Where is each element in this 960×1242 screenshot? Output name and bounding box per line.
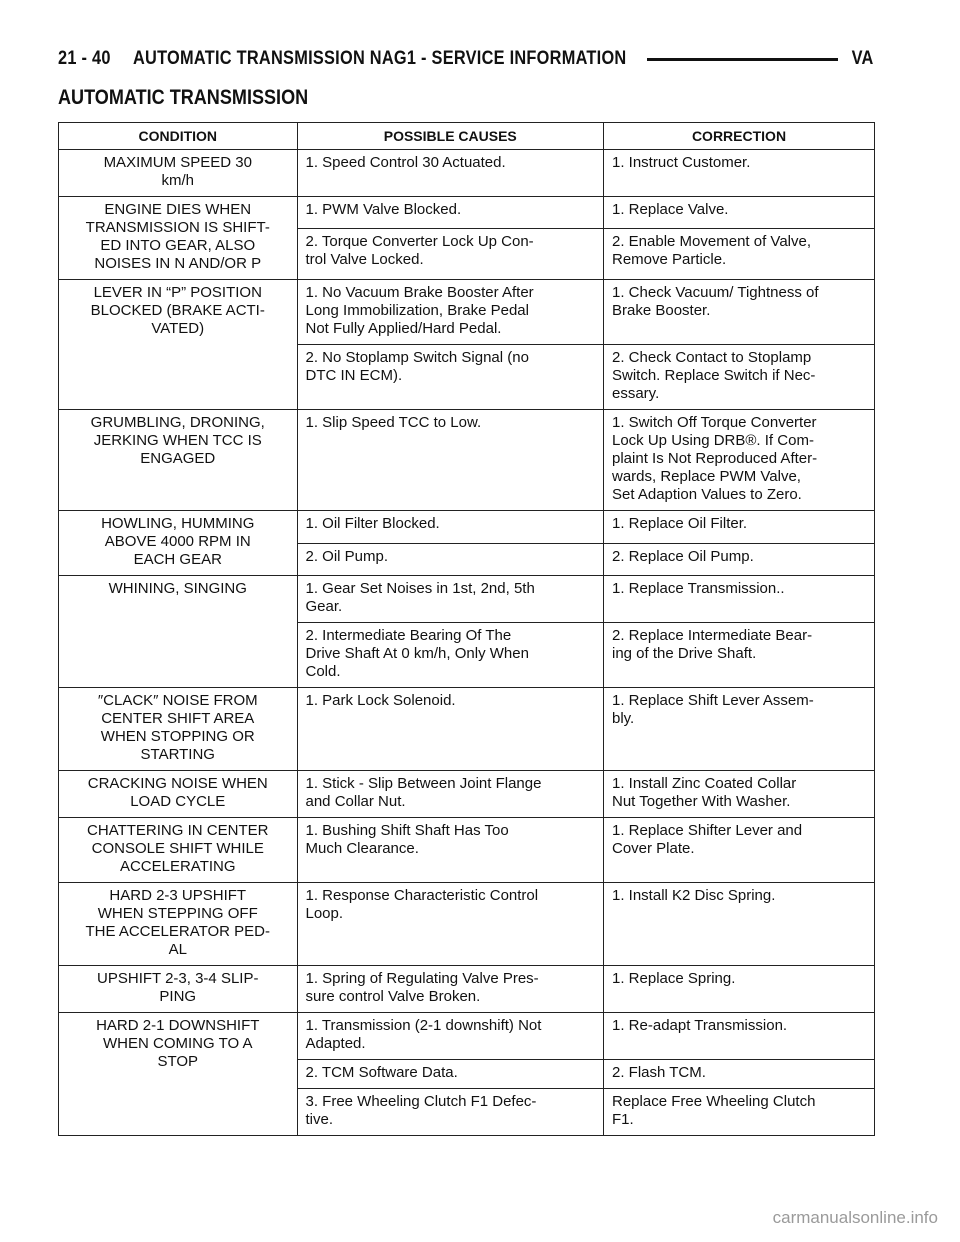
correction-cell: 1. Replace Oil Filter. [604, 511, 875, 544]
possible-cause-cell: 1. Response Characteristic Control Loop. [297, 883, 604, 966]
possible-cause-cell: 1. No Vacuum Brake Booster After Long Immobilization, Brake Pedal Not Fully Applied/Hard Pedal. [297, 280, 604, 345]
possible-cause-cell: 1. Park Lock Solenoid. [297, 688, 604, 771]
page-number: 21 - 40 [58, 48, 111, 69]
page-header [58, 44, 874, 74]
correction-cell: 1. Replace Transmission.. [604, 576, 875, 623]
possible-cause-cell: 2. Oil Pump. [297, 543, 604, 576]
condition-cell: LEVER IN “P” POSITION BLOCKED (BRAKE ACTI- VATED) [59, 280, 298, 410]
correction-cell: 1. Switch Off Torque Converter Lock Up Using DRB®. If Com- plaint Is Not Reproduced After- wards, Replace PWM Valve, Set Adaption Values to Zero. [604, 410, 875, 511]
condition-cell: CRACKING NOISE WHEN LOAD CYCLE [59, 771, 298, 818]
condition-cell: UPSHIFT 2-3, 3-4 SLIP- PING [59, 966, 298, 1013]
table-row [59, 511, 875, 544]
correction-cell: 2. Check Contact to Stoplamp Switch. Replace Switch if Nec- essary. [604, 345, 875, 410]
column-header-correction: CORRECTION [604, 123, 875, 150]
condition-cell: WHINING, SINGING [59, 576, 298, 688]
possible-cause-cell: 2. No Stoplamp Switch Signal (no DTC IN ECM). [297, 345, 604, 410]
correction-cell: 2. Enable Movement of Valve, Remove Particle. [604, 228, 875, 279]
column-header-causes: POSSIBLE CAUSES [297, 123, 604, 150]
possible-cause-cell: 1. Bushing Shift Shaft Has Too Much Clearance. [297, 818, 604, 883]
table-row [59, 771, 875, 818]
condition-cell: ENGINE DIES WHEN TRANSMISSION IS SHIFT- ED INTO GEAR, ALSO NOISES IN N AND/OR P [59, 197, 298, 280]
correction-cell: 1. Replace Shifter Lever and Cover Plate. [604, 818, 875, 883]
table-row [59, 280, 875, 345]
correction-cell: 2. Replace Oil Pump. [604, 543, 875, 576]
table-row [59, 688, 875, 771]
table-row [59, 883, 875, 966]
section-title: AUTOMATIC TRANSMISSION [58, 86, 309, 109]
table-row [59, 576, 875, 623]
condition-cell: HOWLING, HUMMING ABOVE 4000 RPM IN EACH GEAR [59, 511, 298, 576]
table-row [59, 410, 875, 511]
table-row [59, 1013, 875, 1060]
correction-cell: 1. Replace Spring. [604, 966, 875, 1013]
possible-cause-cell: 1. Transmission (2-1 downshift) Not Adapted. [297, 1013, 604, 1060]
possible-cause-cell: 3. Free Wheeling Clutch F1 Defec- tive. [297, 1089, 604, 1136]
table-header [59, 123, 875, 150]
possible-cause-cell: 1. Spring of Regulating Valve Pres- sure control Valve Broken. [297, 966, 604, 1013]
condition-cell: GRUMBLING, DRONING, JERKING WHEN TCC IS ENGAGED [59, 410, 298, 511]
condition-cell: HARD 2-3 UPSHIFT WHEN STEPPING OFF THE ACCELERATOR PED- AL [59, 883, 298, 966]
correction-cell: 1. Instruct Customer. [604, 150, 875, 197]
header-rule [647, 58, 838, 61]
vehicle-code: VA [851, 48, 874, 69]
table-body [59, 150, 875, 1136]
table-row [59, 197, 875, 229]
correction-cell: 2. Flash TCM. [604, 1060, 875, 1089]
table-header-row [59, 123, 875, 150]
correction-cell: 1. Install K2 Disc Spring. [604, 883, 875, 966]
table-row [59, 818, 875, 883]
possible-cause-cell: 1. Stick - Slip Between Joint Flange and Collar Nut. [297, 771, 604, 818]
possible-cause-cell: 1. Speed Control 30 Actuated. [297, 150, 604, 197]
watermark: carmanualsonline.info [772, 1208, 938, 1227]
correction-cell: Replace Free Wheeling Clutch F1. [604, 1089, 875, 1136]
possible-cause-cell: 1. Slip Speed TCC to Low. [297, 410, 604, 511]
header-title: AUTOMATIC TRANSMISSION NAG1 - SERVICE INFORMATION [133, 48, 627, 69]
possible-cause-cell: 1. Oil Filter Blocked. [297, 511, 604, 544]
possible-cause-cell: 2. TCM Software Data. [297, 1060, 604, 1089]
correction-cell: 2. Replace Intermediate Bear- ing of the Drive Shaft. [604, 623, 875, 688]
condition-cell: HARD 2-1 DOWNSHIFT WHEN COMING TO A STOP [59, 1013, 298, 1136]
condition-cell: CHATTERING IN CENTER CONSOLE SHIFT WHILE ACCELERATING [59, 818, 298, 883]
diagnosis-table [58, 122, 875, 1136]
possible-cause-cell: 1. Gear Set Noises in 1st, 2nd, 5th Gear. [297, 576, 604, 623]
correction-cell: 1. Replace Shift Lever Assem- bly. [604, 688, 875, 771]
table-row [59, 150, 875, 197]
possible-cause-cell: 1. PWM Valve Blocked. [297, 197, 604, 229]
possible-cause-cell: 2. Intermediate Bearing Of The Drive Shaft At 0 km/h, Only When Cold. [297, 623, 604, 688]
table-row [59, 966, 875, 1013]
possible-cause-cell: 2. Torque Converter Lock Up Con- trol Valve Locked. [297, 228, 604, 279]
column-header-condition: CONDITION [59, 123, 298, 150]
correction-cell: 1. Replace Valve. [604, 197, 875, 229]
correction-cell: 1. Check Vacuum/ Tightness of Brake Booster. [604, 280, 875, 345]
condition-cell: ″CLACK″ NOISE FROM CENTER SHIFT AREA WHEN STOPPING OR STARTING [59, 688, 298, 771]
correction-cell: 1. Install Zinc Coated Collar Nut Together With Washer. [604, 771, 875, 818]
correction-cell: 1. Re-adapt Transmission. [604, 1013, 875, 1060]
condition-cell: MAXIMUM SPEED 30 km/h [59, 150, 298, 197]
